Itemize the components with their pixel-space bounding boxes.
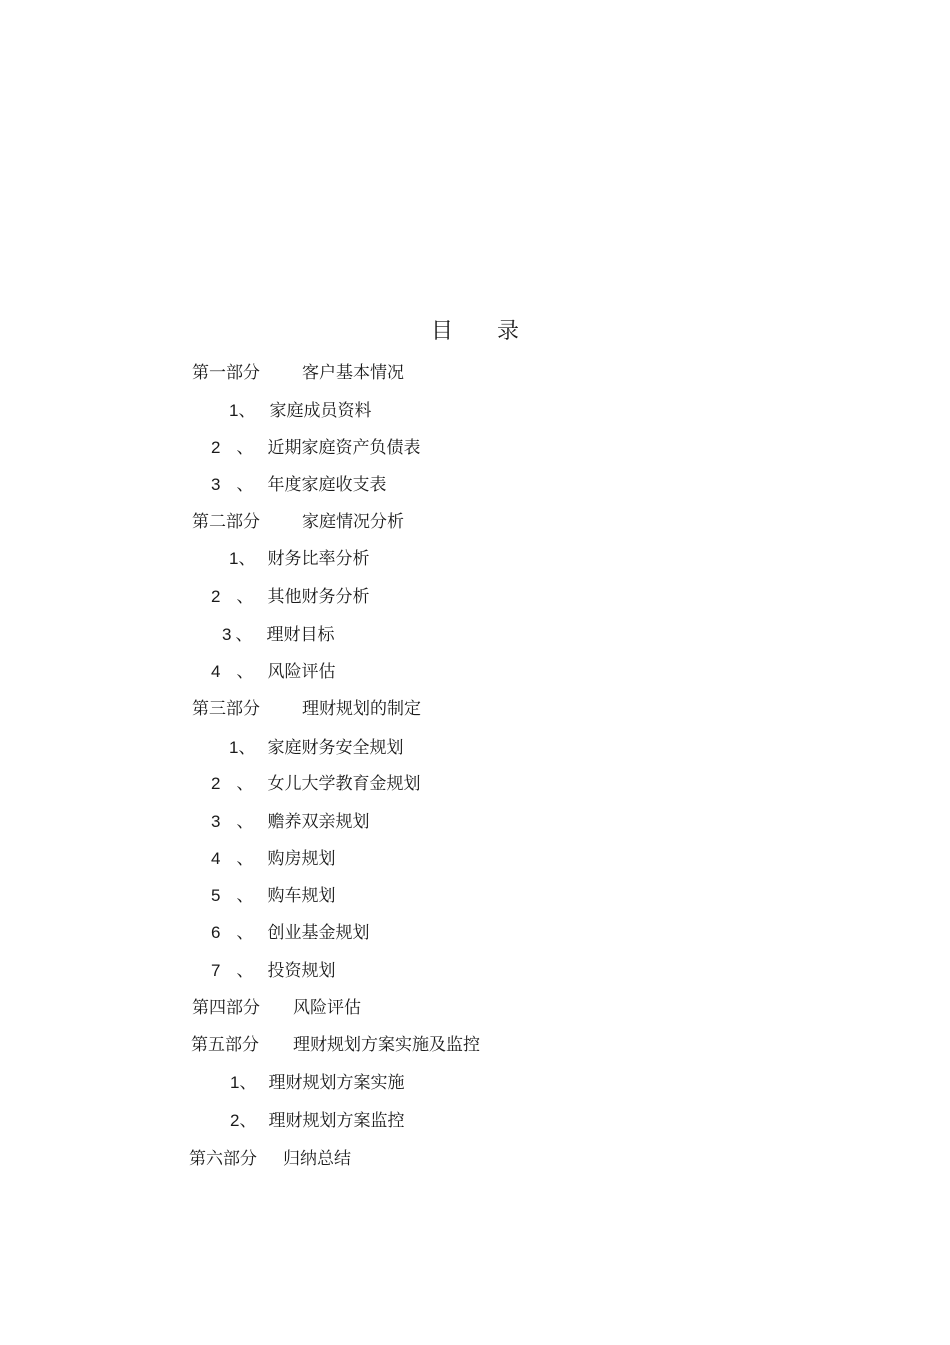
item-text: 近期家庭资产负债表 <box>267 438 421 458</box>
toc-part-1 <box>192 362 404 384</box>
item-text: 其他财务分析 <box>267 587 370 607</box>
item-number: 6 <box>211 923 221 942</box>
item-separator: 、 <box>239 1073 257 1093</box>
item-number: 2 <box>211 774 221 793</box>
item-text: 购房规划 <box>267 849 336 869</box>
toc-item-3-1 <box>229 737 403 759</box>
item-separator: 、 <box>238 401 256 421</box>
item-text: 理财规划方案实施 <box>268 1073 405 1093</box>
toc-item-1-2 <box>211 437 420 459</box>
item-text: 购车规划 <box>267 886 336 906</box>
part-title: 客户基本情况 <box>302 363 404 383</box>
item-number: 3 <box>222 625 232 644</box>
item-text: 理财规划方案监控 <box>268 1111 405 1131</box>
item-separator: 、 <box>238 549 256 569</box>
toc-item-5-2 <box>230 1110 404 1132</box>
item-separator: 、 <box>236 475 254 495</box>
item-separator: 、 <box>236 662 254 682</box>
part-title: 理财规划的制定 <box>302 699 421 719</box>
item-text: 家庭财务安全规划 <box>267 738 404 758</box>
item-text: 财务比率分析 <box>267 549 370 569</box>
item-number: 3 <box>211 812 221 831</box>
item-text: 年度家庭收支表 <box>267 475 387 495</box>
item-number: 1 <box>229 401 239 420</box>
item-text: 投资规划 <box>267 961 336 981</box>
toc-item-2-3 <box>222 624 334 646</box>
item-number: 2 <box>230 1111 240 1130</box>
part-label: 第五部分 <box>191 1035 259 1055</box>
item-text: 赡养双亲规划 <box>267 812 370 832</box>
part-title: 风险评估 <box>293 998 361 1018</box>
item-text: 家庭成员资料 <box>269 401 372 421</box>
toc-item-3-6 <box>211 922 369 944</box>
toc-item-2-2 <box>211 586 369 608</box>
item-number: 2 <box>211 587 221 606</box>
toc-title-right: 录 <box>497 319 520 344</box>
toc-item-5-1 <box>230 1072 404 1094</box>
part-title: 家庭情况分析 <box>302 512 404 532</box>
item-number: 2 <box>211 438 221 457</box>
toc-title <box>0 314 950 345</box>
item-number: 1 <box>229 738 239 757</box>
toc-item-3-5 <box>211 885 335 907</box>
item-text: 理财目标 <box>266 625 335 645</box>
item-separator: 、 <box>239 1111 257 1131</box>
toc-part-2 <box>192 511 404 533</box>
item-number: 1 <box>230 1073 240 1092</box>
item-text: 创业基金规划 <box>267 923 370 943</box>
item-separator: 、 <box>236 587 254 607</box>
item-number: 1 <box>229 549 239 568</box>
item-separator: 、 <box>236 849 254 869</box>
item-number: 4 <box>211 662 221 681</box>
toc-part-5 <box>191 1034 480 1056</box>
item-separator: 、 <box>236 961 254 981</box>
toc-item-3-4 <box>211 848 335 870</box>
toc-item-3-3 <box>211 811 369 833</box>
toc-title-left: 目 <box>430 319 453 344</box>
item-text: 风险评估 <box>267 662 336 682</box>
item-number: 3 <box>211 475 221 494</box>
part-label: 第六部分 <box>189 1149 257 1169</box>
item-separator: 、 <box>235 625 253 645</box>
item-number: 5 <box>211 886 221 905</box>
part-title: 理财规划方案实施及监控 <box>293 1035 480 1055</box>
item-separator: 、 <box>236 438 254 458</box>
item-text: 女儿大学教育金规划 <box>267 774 421 794</box>
part-label: 第三部分 <box>192 699 260 719</box>
toc-part-4 <box>192 997 361 1019</box>
toc-item-1-1 <box>229 400 371 422</box>
part-label: 第二部分 <box>192 512 260 532</box>
toc-item-1-3 <box>211 474 386 496</box>
toc-part-3 <box>192 698 421 720</box>
item-separator: 、 <box>238 738 256 758</box>
item-number: 7 <box>211 961 221 980</box>
toc-item-2-1 <box>229 548 369 570</box>
part-label: 第四部分 <box>192 998 260 1018</box>
item-number: 4 <box>211 849 221 868</box>
item-separator: 、 <box>236 812 254 832</box>
toc-item-3-7 <box>211 960 335 982</box>
item-separator: 、 <box>236 923 254 943</box>
item-separator: 、 <box>236 886 254 906</box>
toc-item-3-2 <box>211 773 420 795</box>
item-separator: 、 <box>236 774 254 794</box>
toc-item-2-4 <box>211 661 335 683</box>
toc-part-6 <box>189 1148 351 1170</box>
part-title: 归纳总结 <box>283 1149 351 1169</box>
part-label: 第一部分 <box>192 363 260 383</box>
